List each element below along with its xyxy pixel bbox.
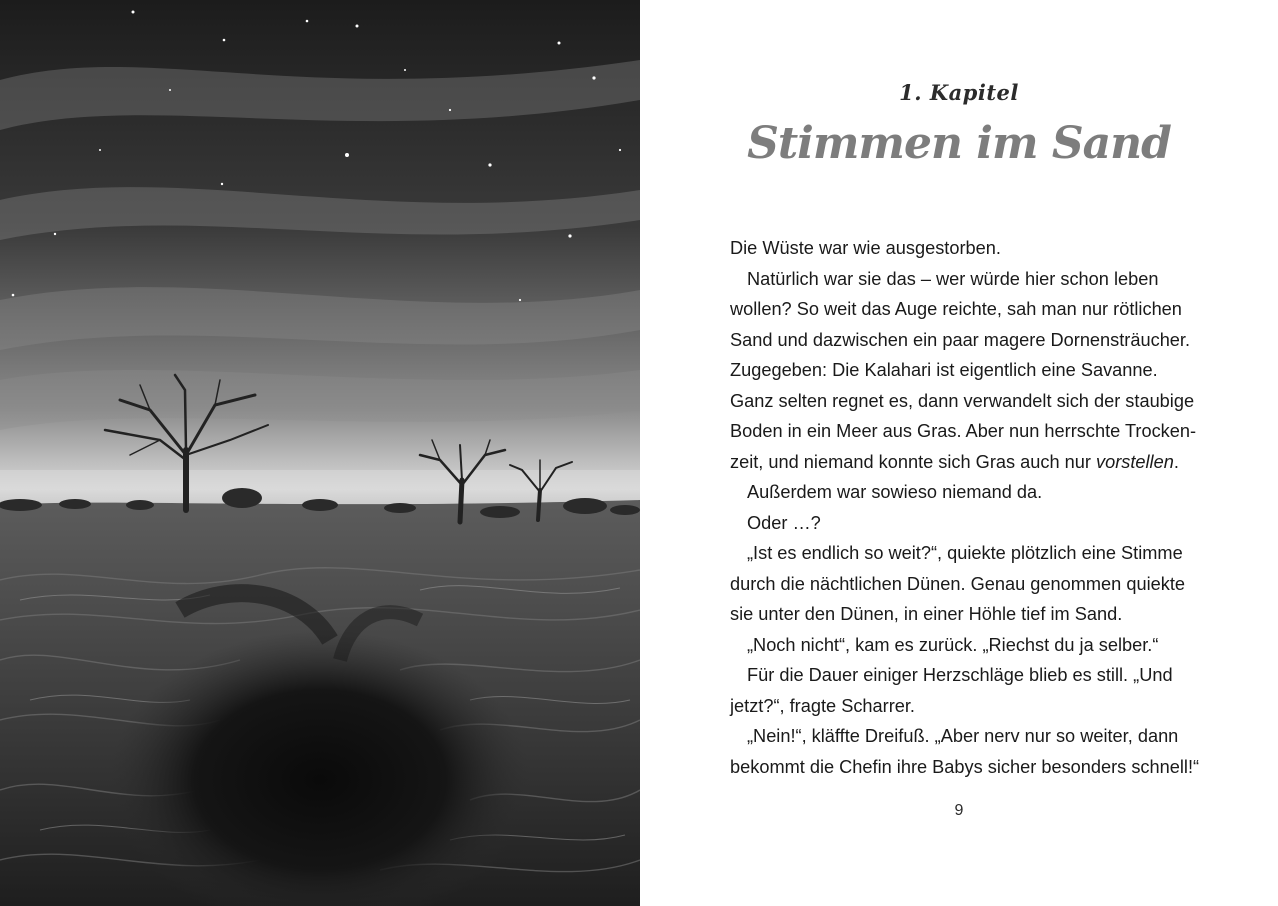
text-segment: Sand und dazwischen ein paar magere Dornensträucher.: [730, 329, 1191, 350]
text-segment: Ganz selten regnet es, dann verwandelt sich der staubige: [730, 390, 1195, 411]
chapter-number: 1. Kapitel: [899, 80, 1019, 105]
text-line: [730, 721, 1210, 752]
text-line: [730, 477, 1210, 508]
text-line: [730, 752, 1210, 783]
text-line: [730, 386, 1210, 417]
text-line: [730, 569, 1210, 600]
text-segment: durch die nächtlichen Dünen. Genau genommen quiekte: [730, 573, 1185, 594]
text-segment: Außerdem war sowieso niemand da.: [747, 482, 1043, 502]
text-line: [730, 233, 1210, 264]
text-segment: Oder …?: [747, 512, 821, 533]
text-segment: „Ist es endlich so weit?“, quiekte plötzlich eine Stimme: [747, 543, 1183, 563]
text-segment: Die Wüste war wie ausgestorben.: [730, 238, 1001, 258]
text-page: [640, 0, 1278, 906]
text-segment: zeit, und niemand konnte sich Gras auch nur: [730, 451, 1096, 472]
text-segment: .: [1173, 451, 1179, 472]
text-segment: Natürlich war sie das – wer würde hier schon leben: [747, 268, 1159, 289]
text-segment: wollen? So weit das Auge reichte, sah man nur rötlichen: [730, 299, 1182, 319]
text-segment: Boden in ein Meer aus Gras. Aber nun herrschte Trocken-: [730, 421, 1197, 441]
text-line: [730, 325, 1210, 356]
chapter-title: Stimmen im Sand: [747, 118, 1171, 169]
text-line: [730, 447, 1210, 478]
text-line: [730, 599, 1210, 630]
text-line: [730, 294, 1210, 325]
text-segment: Zugegeben: Die Kalahari ist eigentlich eine Savanne.: [730, 360, 1158, 380]
text-line: [730, 538, 1210, 569]
text-segment: sie unter den Dünen, in einer Höhle tief im Sand.: [730, 604, 1123, 624]
text-line: [730, 416, 1210, 447]
text-segment: Für die Dauer einiger Herzschläge blieb es still. „Und: [747, 665, 1173, 685]
chapter-body-text: [730, 233, 1210, 782]
text-line: [730, 355, 1210, 386]
text-line: [730, 630, 1210, 661]
page-number: 9: [954, 802, 964, 819]
text-line: [730, 264, 1210, 295]
text-segment: „Noch nicht“, kam es zurück. „Riechst du ja selber.“: [747, 634, 1159, 655]
text-line: [730, 508, 1210, 539]
text-line: [730, 691, 1210, 722]
text-segment: „Nein!“, kläffte Dreifuß. „Aber nerv nur so weiter, dann: [747, 726, 1179, 746]
text-line: [730, 660, 1210, 691]
emphasized-text: vorstellen: [1095, 451, 1174, 472]
text-segment: bekommt die Chefin ihre Babys sicher besonders schnell!“: [730, 756, 1200, 777]
text-segment: jetzt?“, fragte Scharrer.: [730, 695, 915, 716]
